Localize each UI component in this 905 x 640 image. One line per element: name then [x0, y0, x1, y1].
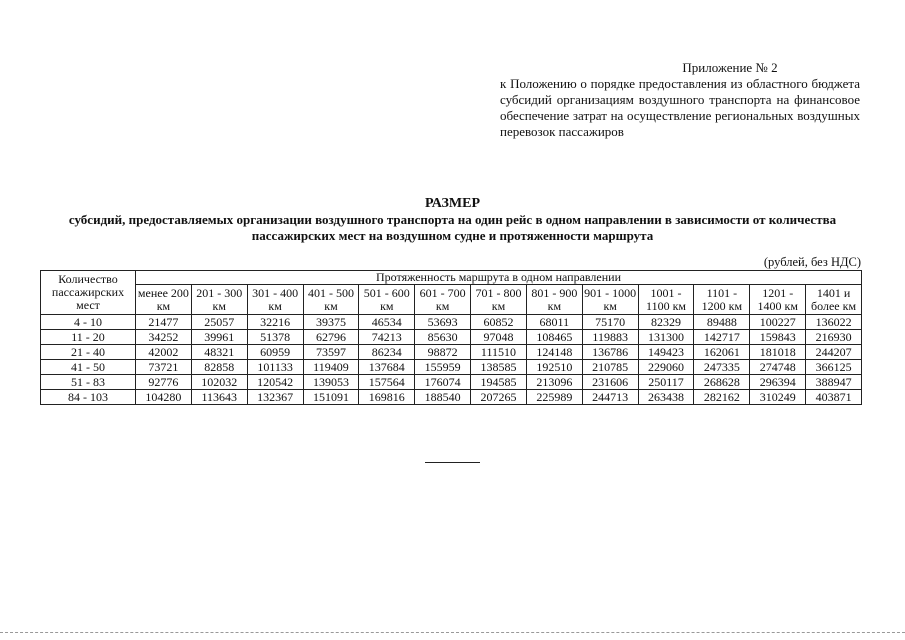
subsidy-value-cell: 162061	[694, 345, 750, 360]
units-note: (рублей, без НДС)	[763, 255, 861, 269]
subsidy-value-cell: 51378	[247, 330, 303, 345]
subsidy-value-cell: 210785	[582, 360, 638, 375]
subsidy-value-cell: 157564	[359, 375, 415, 390]
subsidy-value-cell: 39961	[191, 330, 247, 345]
document-subtitle: субсидий, предоставляемых организации воздушного транспорта на один рейс в одном направлении в зависимости от количества пассажирских мест на воздушном судне и протяженности маршрута	[68, 212, 837, 243]
seats-range-cell: 84 - 103	[41, 390, 136, 405]
distance-header: 301 - 400 км	[247, 285, 303, 315]
subsidy-value-cell: 194585	[471, 375, 527, 390]
subsidy-value-cell: 60959	[247, 345, 303, 360]
subsidy-value-cell: 100227	[750, 315, 806, 330]
subsidy-value-cell: 225989	[526, 390, 582, 405]
page-bottom-edge	[0, 632, 905, 633]
subsidy-value-cell: 388947	[806, 375, 862, 390]
subsidy-value-cell: 131300	[638, 330, 694, 345]
subsidy-value-cell: 366125	[806, 360, 862, 375]
subsidy-value-cell: 192510	[526, 360, 582, 375]
subsidy-value-cell: 32216	[247, 315, 303, 330]
distance-header: 1001 - 1100 км	[638, 285, 694, 315]
subsidy-value-cell: 98872	[415, 345, 471, 360]
subsidy-value-cell: 25057	[191, 315, 247, 330]
subsidy-value-cell: 151091	[303, 390, 359, 405]
distance-header: 1101 - 1200 км	[694, 285, 750, 315]
subsidy-value-cell: 75170	[582, 315, 638, 330]
subsidy-value-cell: 46534	[359, 315, 415, 330]
subsidy-value-cell: 155959	[415, 360, 471, 375]
subsidy-value-cell: 82329	[638, 315, 694, 330]
subsidy-value-cell: 42002	[136, 345, 192, 360]
subsidy-value-cell: 268628	[694, 375, 750, 390]
subsidy-value-cell: 74213	[359, 330, 415, 345]
table-row	[41, 360, 862, 375]
subsidy-value-cell: 244713	[582, 390, 638, 405]
distance-header: 501 - 600 км	[359, 285, 415, 315]
subsidy-value-cell: 132367	[247, 390, 303, 405]
distance-header: 901 - 1000 км	[584, 285, 637, 313]
subsidy-value-cell: 89488	[694, 315, 750, 330]
table-row	[41, 375, 862, 390]
subsidy-value-cell: 139053	[303, 375, 359, 390]
appendix-text: к Положению о порядке предоставления из областного бюджета субсидий организациям воздушного транспорта на финансовое обеспечение затрат на осуществление региональных воздушных перевозок пассажиров	[500, 76, 860, 139]
subsidy-value-cell: 97048	[471, 330, 527, 345]
subsidy-table	[40, 270, 862, 405]
distance-group-header: Протяженность маршрута в одном направлении	[136, 271, 862, 285]
subsidy-value-cell: 310249	[750, 390, 806, 405]
subsidy-value-cell: 39375	[303, 315, 359, 330]
distance-header: 701 - 800 км	[471, 285, 527, 315]
document-title: РАЗМЕР	[424, 196, 480, 211]
subsidy-value-cell: 62796	[303, 330, 359, 345]
appendix-number: Приложение № 2	[682, 60, 778, 75]
seats-range-cell: 21 - 40	[41, 345, 136, 360]
subsidy-value-cell: 86234	[359, 345, 415, 360]
subsidy-value-cell: 104280	[136, 390, 192, 405]
subsidy-value-cell: 282162	[694, 390, 750, 405]
subsidy-value-cell: 207265	[471, 390, 527, 405]
subsidy-value-cell: 403871	[806, 390, 862, 405]
subsidy-value-cell: 68011	[526, 315, 582, 330]
subsidy-value-cell: 247335	[694, 360, 750, 375]
subsidy-value-cell: 263438	[638, 390, 694, 405]
seats-column-header: Количество пассажирских мест	[41, 271, 136, 315]
subsidy-value-cell: 142717	[694, 330, 750, 345]
subsidy-value-cell: 169816	[359, 390, 415, 405]
separator-line	[425, 462, 480, 463]
subsidy-value-cell: 92776	[136, 375, 192, 390]
seats-range-cell: 4 - 10	[41, 315, 136, 330]
subsidy-value-cell: 113643	[191, 390, 247, 405]
subsidy-value-cell: 120542	[247, 375, 303, 390]
subsidy-value-cell: 136022	[806, 315, 862, 330]
subsidy-value-cell: 85630	[415, 330, 471, 345]
subsidy-value-cell: 111510	[471, 345, 527, 360]
appendix-block	[500, 60, 860, 140]
distance-header-row	[41, 285, 862, 315]
subsidy-value-cell: 34252	[136, 330, 192, 345]
distance-header: 601 - 700 км	[415, 285, 471, 315]
subsidy-value-cell: 48321	[191, 345, 247, 360]
subsidy-value-cell: 274748	[750, 360, 806, 375]
subsidy-value-cell: 119883	[582, 330, 638, 345]
table-body	[41, 315, 862, 405]
subsidy-value-cell: 102032	[191, 375, 247, 390]
subsidy-value-cell: 176074	[415, 375, 471, 390]
subsidy-value-cell: 108465	[526, 330, 582, 345]
distance-header: 801 - 900 км	[526, 285, 582, 315]
subsidy-value-cell: 213096	[526, 375, 582, 390]
distance-header: 1401 и более км	[806, 285, 862, 315]
subsidy-value-cell: 101133	[247, 360, 303, 375]
table-row	[41, 315, 862, 330]
table-row	[41, 330, 862, 345]
subsidy-value-cell: 250117	[638, 375, 694, 390]
distance-header: менее 200 км	[136, 285, 192, 315]
subsidy-value-cell: 149423	[638, 345, 694, 360]
subsidy-value-cell: 137684	[359, 360, 415, 375]
subsidy-value-cell: 82858	[191, 360, 247, 375]
subsidy-value-cell: 244207	[806, 345, 862, 360]
distance-header: 401 - 500 км	[303, 285, 359, 315]
subsidy-value-cell: 159843	[750, 330, 806, 345]
subsidy-value-cell: 181018	[750, 345, 806, 360]
subsidy-value-cell: 73597	[303, 345, 359, 360]
subsidy-value-cell: 119409	[303, 360, 359, 375]
subsidy-value-cell: 60852	[471, 315, 527, 330]
subsidy-value-cell: 296394	[750, 375, 806, 390]
seats-range-cell: 41 - 50	[41, 360, 136, 375]
distance-header: 201 - 300 км	[191, 285, 247, 315]
seats-range-cell: 11 - 20	[41, 330, 136, 345]
subsidy-value-cell: 138585	[471, 360, 527, 375]
seats-range-cell: 51 - 83	[41, 375, 136, 390]
table-row	[41, 345, 862, 360]
distance-header: 1201 - 1400 км	[750, 285, 806, 315]
subsidy-value-cell: 216930	[806, 330, 862, 345]
table-row	[41, 390, 862, 405]
subsidy-value-cell: 136786	[582, 345, 638, 360]
subsidy-value-cell: 53693	[415, 315, 471, 330]
subsidy-value-cell: 124148	[526, 345, 582, 360]
subsidy-value-cell: 231606	[582, 375, 638, 390]
subsidy-value-cell: 21477	[136, 315, 192, 330]
subsidy-value-cell: 188540	[415, 390, 471, 405]
subsidy-value-cell: 229060	[638, 360, 694, 375]
subsidy-value-cell: 73721	[136, 360, 192, 375]
